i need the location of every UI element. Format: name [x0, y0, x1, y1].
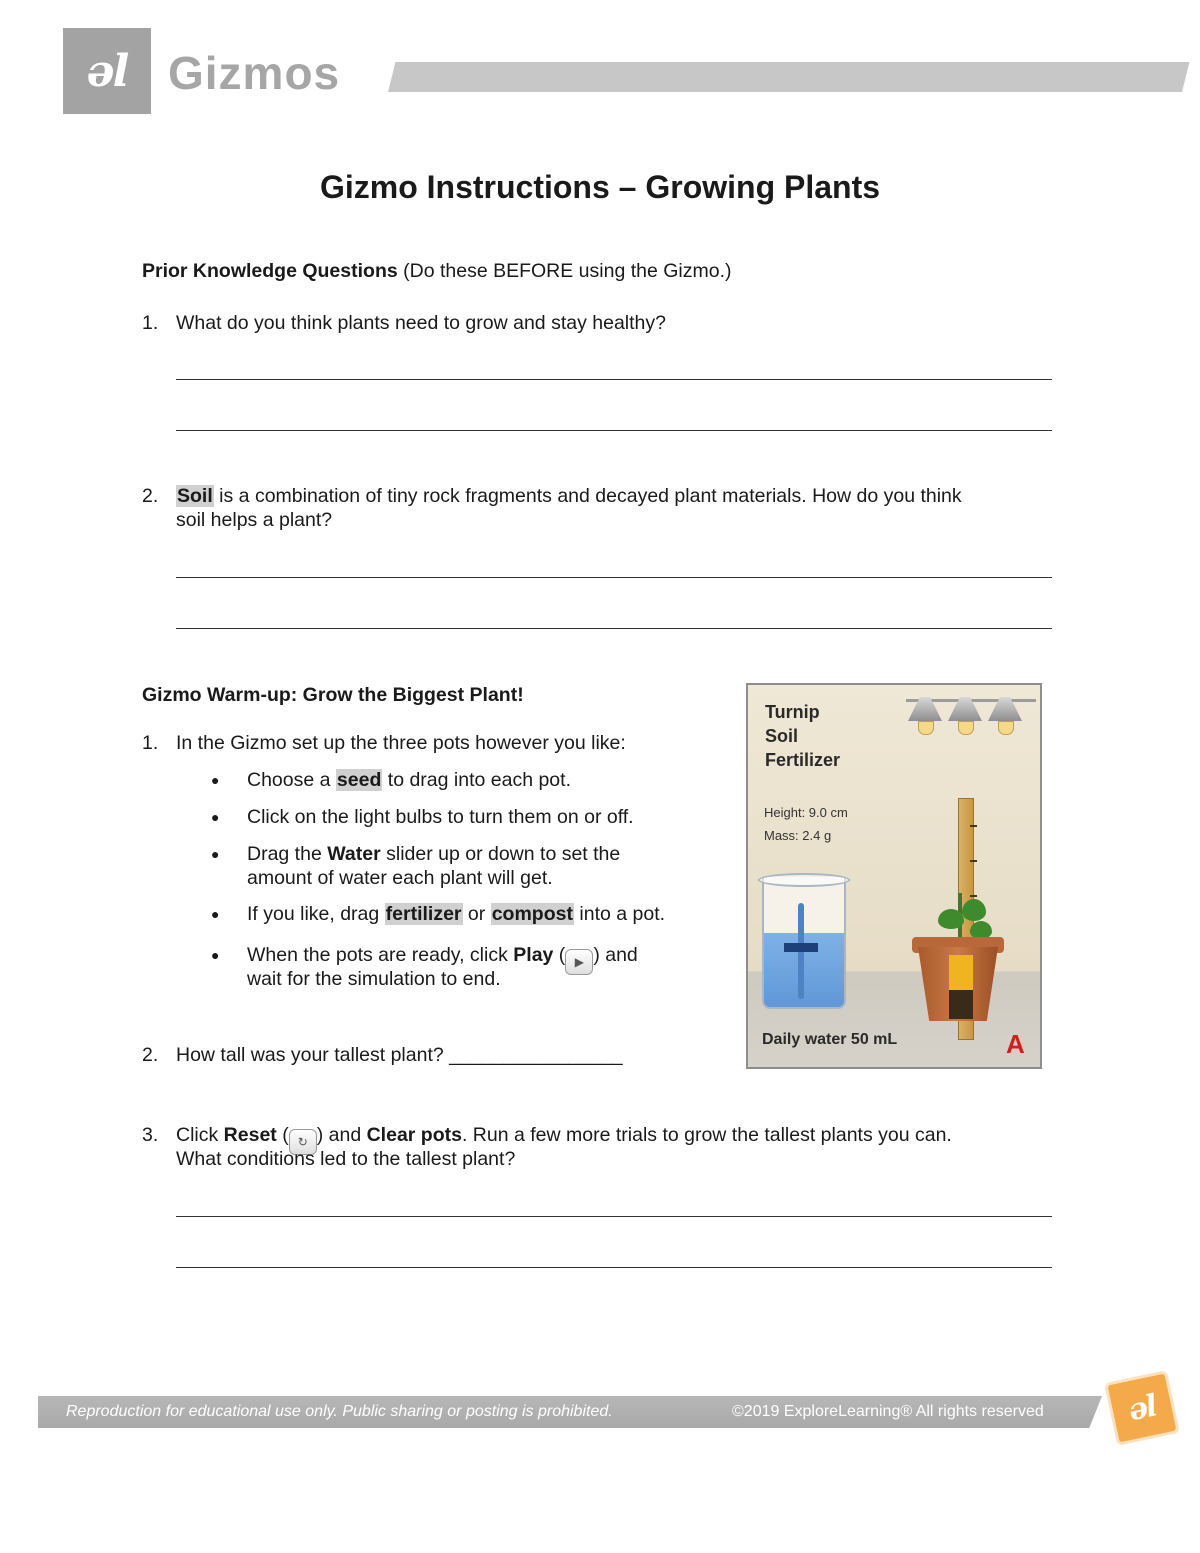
step-1-text: In the Gizmo set up the three pots however you like: [176, 732, 626, 754]
figure-seed-label: Turnip [765, 702, 820, 722]
term-seed: seed [336, 769, 382, 791]
beaker-rim [758, 873, 850, 887]
figure-fertilizer-label: Fertilizer [765, 750, 841, 770]
answer-line[interactable] [176, 628, 1052, 629]
brand-name: Gizmos [168, 47, 341, 99]
answer-line[interactable] [176, 379, 1052, 380]
answer-line[interactable] [176, 1267, 1052, 1268]
explorelearning-footer-logo-icon: əl [1104, 1370, 1180, 1446]
term-compost: compost [491, 903, 573, 925]
question-1-number: 1. [142, 312, 159, 334]
term-soil: Soil [177, 485, 213, 507]
term-fertilizer: fertilizer [385, 903, 462, 925]
bullet-light-bulbs: Click on the light bulbs to turn them on or off. [247, 806, 634, 828]
question-2-text: Soil is a combination of tiny rock fragments and decayed plant materials. How do you think [177, 485, 962, 507]
plant-leaf-icon [938, 909, 964, 929]
ruler-tick [970, 895, 977, 897]
bullet-icon: ● [211, 947, 220, 963]
plant-leaf-icon [962, 899, 986, 921]
bullet-play: When the pots are ready, click Play ( ▶ ) and [247, 943, 638, 975]
answer-line[interactable] [176, 1216, 1052, 1217]
ruler-tick [970, 860, 977, 862]
figure-height-readout: Height: 9.0 cm [764, 805, 848, 820]
bullet-water: Drag the Water slider up or down to set the [247, 843, 621, 865]
light-bulb-icon [918, 721, 934, 735]
bullet-icon: ● [211, 772, 220, 788]
answer-line[interactable] [176, 577, 1052, 578]
figure-mass-readout: Mass: 2.4 g [764, 828, 832, 843]
footer-disclaimer: Reproduction for educational use only. Public sharing or posting is prohibited. [66, 1403, 613, 1420]
gizmo-screenshot [746, 683, 1042, 1069]
step-3-text-line2: What conditions led to the tallest plant? [176, 1148, 516, 1170]
figure-soil-label: Soil [765, 726, 799, 746]
bullet-icon: ● [211, 809, 220, 825]
bullet-play-line2: wait for the simulation to end. [247, 968, 501, 990]
header-bar [388, 62, 1189, 92]
gizmos-logo [63, 28, 151, 114]
bullet-fertilizer: If you like, drag fertilizer or compost into a pot. [247, 903, 666, 925]
step-3-text: Click Reset ( ↻ ) and Clear pots. Run a few more trials to grow the tallest plants you can. [176, 1123, 952, 1155]
bullet-seed: Choose a seed to drag into each pot. [247, 769, 571, 791]
footer-copyright: ©2019 ExploreLearning® All rights reserved [732, 1403, 1044, 1420]
warmup-heading: Gizmo Warm-up: Grow the Biggest Plant! [142, 684, 524, 706]
pot-letter: A [1006, 1029, 1025, 1059]
page-title: Gizmo Instructions – Growing Plants [319, 169, 881, 205]
explorelearning-logo-icon: əl [86, 45, 128, 97]
ruler-tick [970, 825, 977, 827]
bullet-water-line2: amount of water each plant will get. [247, 867, 553, 889]
step-1-number: 1. [142, 732, 159, 754]
water-slider-knob [784, 943, 818, 952]
bullet-icon: ● [211, 846, 220, 862]
play-icon: ▶ [565, 949, 593, 975]
answer-line[interactable] [176, 430, 1052, 431]
question-2-text-line2: soil helps a plant? [176, 509, 333, 531]
question-1-text: What do you think plants need to grow and stay healthy? [176, 312, 666, 334]
prior-knowledge-heading: Prior Knowledge Questions (Do these BEFORE using the Gizmo.) [142, 260, 732, 282]
step-3-number: 3. [142, 1124, 159, 1146]
soil-strip [949, 955, 973, 1019]
bullet-icon: ● [211, 906, 220, 922]
step-2-number: 2. [142, 1044, 159, 1066]
step-2-text: How tall was your tallest plant? ________________ [176, 1044, 623, 1066]
light-bulb-icon [998, 721, 1014, 735]
daily-water-readout: Daily water 50 mL [762, 1031, 898, 1048]
reset-icon: ↻ [289, 1129, 317, 1155]
light-bulb-icon [958, 721, 974, 735]
question-2-number: 2. [142, 485, 159, 507]
